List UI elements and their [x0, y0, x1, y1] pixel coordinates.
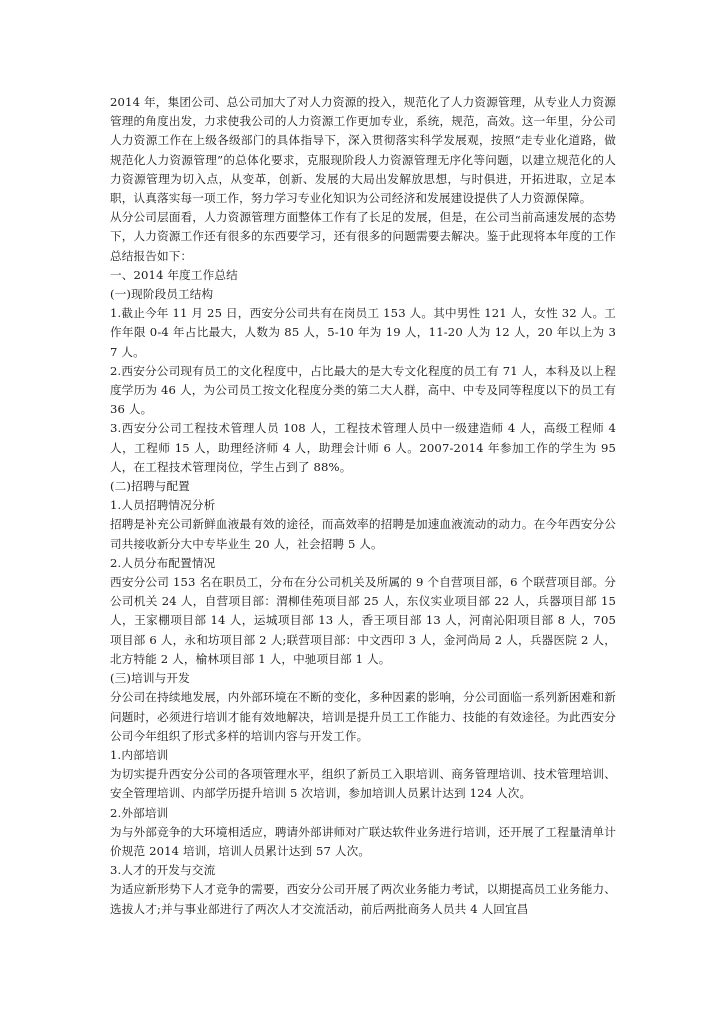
overview-paragraph: 从分公司层面看，人力资源管理方面整体工作有了长足的发展，但是，在公司当前高速发展的态势下，人力资源工作还有很多的东西要学习，还有很多的问题需要去解决。鉴于此现将本年度的工作总结报告如下： — [110, 210, 616, 263]
structure-item-1: 1.截止今年 11 月 25 日，西安分公司共有在岗员工 153 人。其中男性 121 人，女性 32 人。工作年限 0-4 年占比最大，人数为 85 人，5-10 年为 19 人，11-20 人为 12 人，20 年以上为 37 人。 — [110, 306, 616, 359]
item-heading-external-training: 2.外部培训 — [110, 805, 169, 820]
section-heading-summary: 一、2014 年度工作总结 — [110, 267, 238, 282]
training-paragraph: 分公司在持续地发展，内外部环境在不断的变化，多种因素的影响，分公司面临一系列新困难和新问题时，必须进行培训才能有效地解决，培训是提升员工工作能力、技能的有效途径。为此西安分公司今年组织了形式多样的培训内容与开发工作。 — [110, 690, 616, 743]
distribution-paragraph: 西安分公司 153 名在职员工，分布在分公司机关及所属的 9 个自营项目部，6 个联营项目部。分公司机关 24 人，自营项目部：渭柳佳苑项目部 25 人，东仪实业项目部 22 人，兵器项目部 15 人，王家棚项目部 14 人，运城项目部 13 人，香王项目部 13 人，河南沁阳项目部 8 人，705 项目部 6 人，永和坊项目部 2 人;联营项目部：中文西印 3 人，金河尚局 2 人，兵器医院 2 人，北方特能 2 人，榆林项目部 1 人，中驰项目部 1 人。 — [110, 575, 616, 666]
subsection-heading-recruitment: (二)招聘与配置 — [110, 479, 190, 494]
subsection-heading-structure: (一)现阶段员工结构 — [110, 287, 214, 302]
recruitment-paragraph: 招聘是补充公司新鲜血液最有效的途径，而高效率的招聘是加速血液流动的动力。在今年西安分公司共接收新分大中专毕业生 20 人，社会招聘 5 人。 — [110, 517, 616, 551]
item-heading-recruitment-analysis: 1.人员招聘情况分析 — [110, 498, 216, 513]
talent-exchange-paragraph: 为适应新形势下人才竞争的需要，西安分公司开展了两次业务能力考试，以期提高员工业务能力、选拔人才;并与事业部进行了两次人才交流活动，前后两批商务人员共 4 人回宜昌 — [110, 882, 616, 916]
subsection-heading-training: (三)培训与开发 — [110, 671, 190, 686]
document-page — [110, 93, 616, 919]
intro-paragraph: 2014 年，集团公司、总公司加大了对人力资源的投入，规范化了人力资源管理，从专业人力资源管理的角度出发，力求使我公司的人力资源工作更加专业，系统，规范，高效。这一年里，分公司人力资源工作在上级各级部门的具体指导下，深入贯彻落实科学发展观，按照“走专业化道路，做规范化人力资源管理”的总体化要求，克服现阶段人力资源管理无序化等问题，以建立规范化的人力资源管理为切入点，从变革，创新、发展的大局出发解放思想，与时俱进，开拓进取，立足本职，认真落实每一项工作，努力学习专业化知识为公司经济和发展建设提供了人力资源保障。 — [110, 95, 616, 206]
item-heading-distribution: 2.人员分布配置情况 — [110, 555, 216, 570]
structure-item-2: 2.西安分公司现有员工的文化程度中，占比最大的是大专文化程度的员工有 71 人，本科及以上程度学历为 46 人，为公司员工按文化程度分类的第二大人群，高中、中专及同等程度以下的员工有 36 人。 — [110, 363, 616, 417]
external-training-paragraph: 为与外部竞争的大环境相适应，聘请外部讲师对广联达软件业务进行培训，还开展了工程量清单计价规范 2014 培训，培训人员累计达到 57 人次。 — [110, 824, 616, 858]
structure-item-3: 3.西安分公司工程技术管理人员 108 人，工程技术管理人员中一级建造师 4 人，高级工程师 4 人，工程师 15 人，助理经济师 4 人，助理会计师 6 人。2007-2014 年参加工作的学生为 95 人，在工程技术管理岗位，学生占到了 88%。 — [110, 421, 616, 474]
item-heading-talent-exchange: 3.人才的开发与交流 — [110, 863, 216, 878]
internal-training-paragraph: 为切实提升西安分公司的各项管理水平，组织了新员工入职培训、商务管理培训、技术管理培训、安全管理培训、内部学历提升培训 5 次培训，参加培训人员累计达到 124 人次。 — [110, 767, 616, 801]
item-heading-internal-training: 1.内部培训 — [110, 747, 169, 762]
